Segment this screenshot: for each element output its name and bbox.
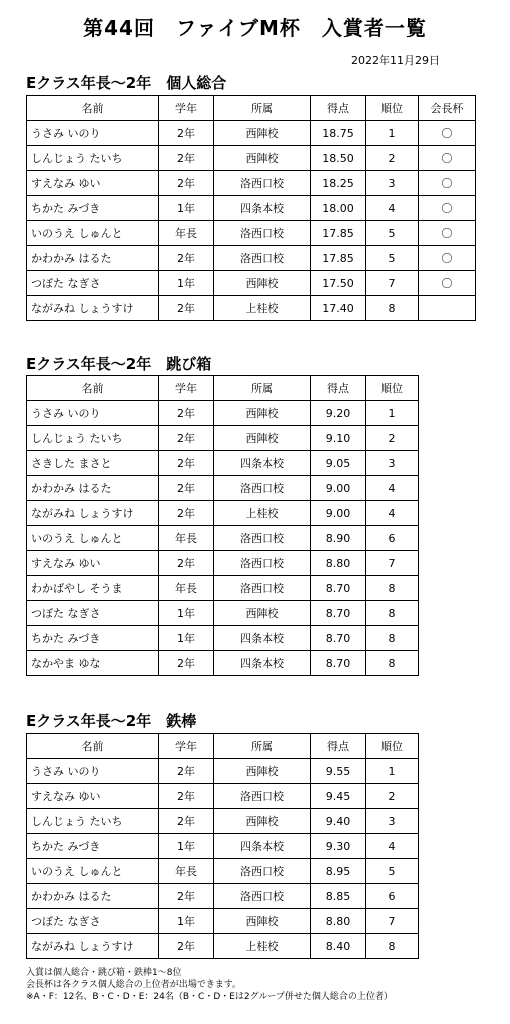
table-row — [27, 476, 419, 501]
cell-school: 洛西口校 — [214, 476, 311, 501]
cell-name: すえなみ ゆい — [27, 551, 159, 576]
table-row — [27, 551, 419, 576]
cell-rank: 6 — [366, 526, 419, 551]
table-row — [27, 171, 476, 196]
table-row — [27, 809, 419, 834]
table-row — [27, 651, 419, 676]
cell-school: 西陣校 — [214, 271, 311, 296]
cell-grade: 2年 — [159, 784, 214, 809]
cell-score: 17.85 — [311, 246, 366, 271]
table-body — [27, 759, 419, 959]
cell-school: 洛西口校 — [214, 884, 311, 909]
cell-name: いのうえ しゅんと — [27, 221, 159, 246]
cell-name: しんじょう たいち — [27, 426, 159, 451]
cell-grade: 2年 — [159, 551, 214, 576]
cell-grade: 年長 — [159, 576, 214, 601]
cell-score: 17.85 — [311, 221, 366, 246]
cell-score: 18.50 — [311, 146, 366, 171]
header-name: 名前 — [27, 376, 159, 401]
cell-grade: 2年 — [159, 451, 214, 476]
cell-rank: 8 — [366, 296, 419, 321]
cell-rank: 7 — [366, 909, 419, 934]
cell-score: 9.10 — [311, 426, 366, 451]
cell-name: すえなみ ゆい — [27, 171, 159, 196]
cell-name: いのうえ しゅんと — [27, 859, 159, 884]
table-row — [27, 576, 419, 601]
cell-school: 四条本校 — [214, 196, 311, 221]
cell-score: 18.25 — [311, 171, 366, 196]
cell-cup: 〇 — [419, 171, 476, 196]
cell-school: 四条本校 — [214, 451, 311, 476]
cell-name: ちかた みづき — [27, 196, 159, 221]
cell-grade: 年長 — [159, 221, 214, 246]
cell-score: 9.05 — [311, 451, 366, 476]
cell-name: さきした まさと — [27, 451, 159, 476]
cell-school: 上桂校 — [214, 501, 311, 526]
table-header-row — [27, 96, 476, 121]
cell-name: うさみ いのり — [27, 121, 159, 146]
cell-name: かわかみ はるた — [27, 476, 159, 501]
cell-grade: 2年 — [159, 171, 214, 196]
cell-rank: 8 — [366, 934, 419, 959]
header-name: 名前 — [27, 96, 159, 121]
cell-grade: 2年 — [159, 146, 214, 171]
cell-score: 9.00 — [311, 476, 366, 501]
section-title-overall: Eクラス年長～2年 個人総合 — [26, 74, 227, 92]
cell-rank: 4 — [366, 196, 419, 221]
cell-score: 8.70 — [311, 626, 366, 651]
header-score: 得点 — [311, 96, 366, 121]
cell-school: 西陣校 — [214, 426, 311, 451]
cell-score: 8.80 — [311, 551, 366, 576]
cell-name: なかやま ゆな — [27, 651, 159, 676]
table-body — [27, 121, 476, 321]
cell-score: 8.80 — [311, 909, 366, 934]
cell-name: しんじょう たいち — [27, 146, 159, 171]
cell-name: かわかみ はるた — [27, 884, 159, 909]
cell-rank: 3 — [366, 451, 419, 476]
cell-cup: 〇 — [419, 146, 476, 171]
cell-name: いのうえ しゅんと — [27, 526, 159, 551]
table-row — [27, 146, 476, 171]
cell-name: うさみ いのり — [27, 759, 159, 784]
table-header-row — [27, 734, 419, 759]
section-title-bar: Eクラス年長～2年 鉄棒 — [26, 712, 197, 730]
cell-rank: 2 — [366, 426, 419, 451]
cell-school: 洛西口校 — [214, 221, 311, 246]
cell-rank: 8 — [366, 651, 419, 676]
cell-rank: 4 — [366, 476, 419, 501]
cell-rank: 3 — [366, 809, 419, 834]
cell-grade: 1年 — [159, 626, 214, 651]
header-cup: 会長杯 — [419, 96, 476, 121]
cell-cup: 〇 — [419, 196, 476, 221]
table-row — [27, 271, 476, 296]
cell-grade: 2年 — [159, 246, 214, 271]
cell-grade: 1年 — [159, 271, 214, 296]
cell-score: 17.40 — [311, 296, 366, 321]
cell-grade: 2年 — [159, 401, 214, 426]
cell-name: ながみね しょうすけ — [27, 296, 159, 321]
cell-score: 8.90 — [311, 526, 366, 551]
cell-school: 西陣校 — [214, 121, 311, 146]
issue-date: 2022年11月29日 — [351, 54, 440, 67]
table-row — [27, 401, 419, 426]
cell-rank: 6 — [366, 884, 419, 909]
header-score: 得点 — [311, 376, 366, 401]
header-grade: 学年 — [159, 96, 214, 121]
cell-school: 西陣校 — [214, 601, 311, 626]
section-title-vault: Eクラス年長～2年 跳び箱 — [26, 355, 212, 373]
footnotes — [26, 967, 393, 1003]
cell-name: つぼた なぎさ — [27, 909, 159, 934]
table-row — [27, 626, 419, 651]
table-body — [27, 401, 419, 676]
page-title: 第44回 ファイブM杯 入賞者一覧 — [83, 16, 427, 40]
cell-rank: 7 — [366, 271, 419, 296]
cell-name: わかばやし そうま — [27, 576, 159, 601]
table-row — [27, 451, 419, 476]
cell-score: 9.40 — [311, 809, 366, 834]
cell-school: 西陣校 — [214, 809, 311, 834]
cell-score: 9.00 — [311, 501, 366, 526]
table-row — [27, 296, 476, 321]
header-rank: 順位 — [366, 96, 419, 121]
cell-score: 9.55 — [311, 759, 366, 784]
cell-rank: 8 — [366, 626, 419, 651]
cell-name: ながみね しょうすけ — [27, 501, 159, 526]
cell-grade: 2年 — [159, 121, 214, 146]
cell-rank: 8 — [366, 601, 419, 626]
cell-rank: 1 — [366, 759, 419, 784]
cell-school: 洛西口校 — [214, 171, 311, 196]
note-line: ※A・F：12名、B・C・D・E：24名（B・C・D・Eは2グループ併せた個人総合の上位者） — [26, 992, 393, 1002]
cell-name: かわかみ はるた — [27, 246, 159, 271]
header-grade: 学年 — [159, 376, 214, 401]
table-row — [27, 196, 476, 221]
table-row — [27, 859, 419, 884]
cell-cup: 〇 — [419, 121, 476, 146]
cell-cup: 〇 — [419, 221, 476, 246]
results-table-overall — [26, 95, 476, 321]
cell-school: 西陣校 — [214, 759, 311, 784]
cell-school: 西陣校 — [214, 146, 311, 171]
cell-grade: 2年 — [159, 809, 214, 834]
cell-grade: 2年 — [159, 934, 214, 959]
header-score: 得点 — [311, 734, 366, 759]
cell-name: ながみね しょうすけ — [27, 934, 159, 959]
table-row — [27, 121, 476, 146]
cell-school: 西陣校 — [214, 401, 311, 426]
cell-grade: 1年 — [159, 196, 214, 221]
table-row — [27, 221, 476, 246]
cell-grade: 1年 — [159, 834, 214, 859]
cell-rank: 2 — [366, 146, 419, 171]
cell-rank: 5 — [366, 859, 419, 884]
cell-name: つぼた なぎさ — [27, 271, 159, 296]
cell-school: 四条本校 — [214, 626, 311, 651]
header-grade: 学年 — [159, 734, 214, 759]
cell-score: 8.70 — [311, 651, 366, 676]
cell-score: 8.40 — [311, 934, 366, 959]
cell-grade: 2年 — [159, 426, 214, 451]
table-row — [27, 501, 419, 526]
cell-score: 8.85 — [311, 884, 366, 909]
cell-name: ちかた みづき — [27, 626, 159, 651]
header-school: 所属 — [214, 96, 311, 121]
cell-name: つぼた なぎさ — [27, 601, 159, 626]
cell-school: 四条本校 — [214, 651, 311, 676]
cell-name: うさみ いのり — [27, 401, 159, 426]
cell-score: 9.20 — [311, 401, 366, 426]
results-table-vault — [26, 375, 419, 676]
results-table-bar — [26, 733, 419, 959]
cell-grade: 2年 — [159, 759, 214, 784]
header-name: 名前 — [27, 734, 159, 759]
cell-school: 洛西口校 — [214, 551, 311, 576]
cell-grade: 年長 — [159, 859, 214, 884]
note-line: 会長杯は各クラス個人総合の上位者が出場できます。 — [26, 980, 242, 990]
cell-school: 上桂校 — [214, 934, 311, 959]
table-row — [27, 884, 419, 909]
cell-grade: 年長 — [159, 526, 214, 551]
header-school: 所属 — [214, 376, 311, 401]
cell-score: 9.45 — [311, 784, 366, 809]
cell-rank: 5 — [366, 221, 419, 246]
cell-score: 17.50 — [311, 271, 366, 296]
cell-grade: 1年 — [159, 601, 214, 626]
cell-score: 8.70 — [311, 601, 366, 626]
table-row — [27, 426, 419, 451]
table-row — [27, 526, 419, 551]
cell-name: しんじょう たいち — [27, 809, 159, 834]
table-row — [27, 784, 419, 809]
cell-school: 洛西口校 — [214, 246, 311, 271]
cell-rank: 1 — [366, 401, 419, 426]
table-row — [27, 909, 419, 934]
cell-school: 上桂校 — [214, 296, 311, 321]
cell-cup: 〇 — [419, 246, 476, 271]
cell-school: 四条本校 — [214, 834, 311, 859]
cell-rank: 7 — [366, 551, 419, 576]
table-row — [27, 601, 419, 626]
cell-school: 洛西口校 — [214, 526, 311, 551]
cell-score: 8.95 — [311, 859, 366, 884]
cell-rank: 2 — [366, 784, 419, 809]
cell-score: 8.70 — [311, 576, 366, 601]
cell-school: 洛西口校 — [214, 784, 311, 809]
cell-cup: 〇 — [419, 271, 476, 296]
table-row — [27, 759, 419, 784]
cell-score: 18.75 — [311, 121, 366, 146]
table-row — [27, 246, 476, 271]
table-header-row — [27, 376, 419, 401]
cell-school: 洛西口校 — [214, 576, 311, 601]
cell-grade: 2年 — [159, 476, 214, 501]
cell-rank: 5 — [366, 246, 419, 271]
cell-score: 18.00 — [311, 196, 366, 221]
note-line: 入賞は個人総合・跳び箱・鉄棒1～8位 — [26, 968, 182, 978]
cell-rank: 4 — [366, 501, 419, 526]
header-rank: 順位 — [366, 376, 419, 401]
header-school: 所属 — [214, 734, 311, 759]
cell-school: 洛西口校 — [214, 859, 311, 884]
cell-rank: 3 — [366, 171, 419, 196]
cell-name: ちかた みづき — [27, 834, 159, 859]
cell-cup — [419, 296, 476, 321]
cell-score: 9.30 — [311, 834, 366, 859]
cell-name: すえなみ ゆい — [27, 784, 159, 809]
table-row — [27, 934, 419, 959]
cell-grade: 2年 — [159, 501, 214, 526]
header-rank: 順位 — [366, 734, 419, 759]
cell-rank: 8 — [366, 576, 419, 601]
cell-grade: 2年 — [159, 296, 214, 321]
cell-grade: 2年 — [159, 884, 214, 909]
cell-grade: 2年 — [159, 651, 214, 676]
cell-school: 西陣校 — [214, 909, 311, 934]
cell-grade: 1年 — [159, 909, 214, 934]
table-row — [27, 834, 419, 859]
cell-rank: 1 — [366, 121, 419, 146]
cell-rank: 4 — [366, 834, 419, 859]
